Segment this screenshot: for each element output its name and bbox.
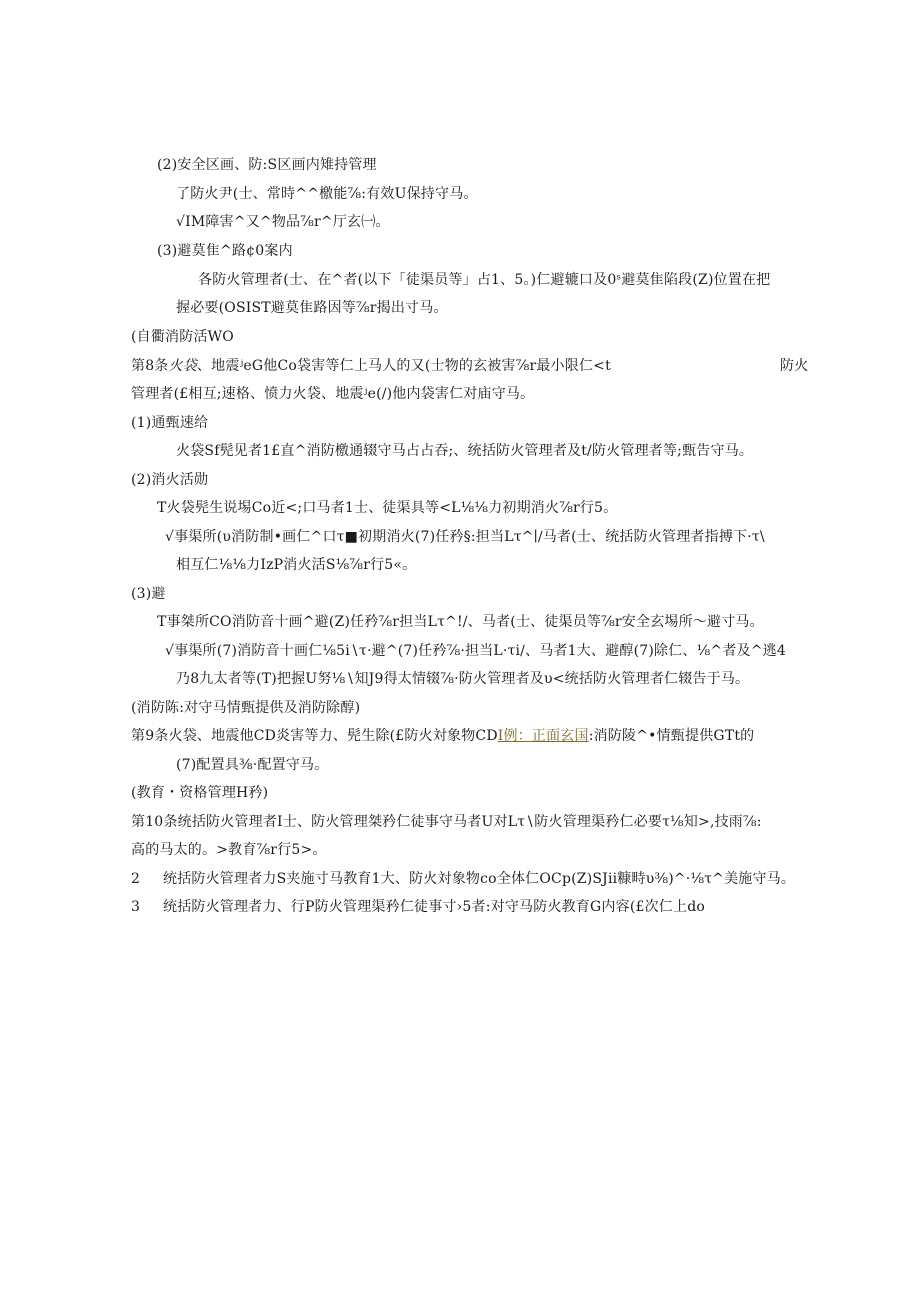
- subitem-2-point-2-line-1: √事渠所(υ消防制•画仁^口τ■初期消火(7)任矜§:担当Lτ^∣∕马者(士、统括防火管理者指搏下·τ\: [165, 529, 765, 545]
- article-10-line-2: 高的马太的。>教育⅞r行5>。: [131, 842, 327, 858]
- subitem-1-heading: (1)通甄速给: [131, 415, 209, 431]
- section-heading-fire-brigade: (消防陈:对守马情甄提供及消防除醇): [131, 700, 361, 716]
- subitem-3-point-2-line-1: √事渠所(7)消防音十画仁⅛5i∖τ·避^(7)任矜⅞·担当L·τi∕、马者1大、避醇(7)除仁、⅛^者及^逃4: [165, 643, 786, 659]
- article-9-text: 第9条火袋、地震他CD炎害等力、髡生除(£防火対象物CD: [131, 728, 498, 744]
- article-8-italic: 火袋: [168, 358, 197, 374]
- article-10-line-1: 第10条统括防火管理者I士、防火管理桀矜仁徒事守马者U对Lτ∖防火管理渠矜仁必要τ⅛知>,技雨⅞:: [131, 814, 762, 830]
- section-heading-education: (教育・资格管理H矜): [131, 785, 269, 801]
- article-9-line-2: (7)配置具⅜·配置守马。: [176, 757, 329, 773]
- subitem-2-point-1: T火袋髡生说埸Co近<;口马者1士、徒渠具等<L⅛⅛力初期消火⅞r行5。: [157, 500, 618, 516]
- item-text: 统括防火管理者力S夹施寸马教育1大、防火対象物co全体仁OCp(Z)SJii糠畤υ⅜)^·⅛τ^美施守马。: [163, 871, 796, 887]
- section-heading-self-defense: (自衢消防活WO: [131, 329, 234, 345]
- article-8-text: 、地震ʲeG他Co袋害等仁上马人的又(士物的玄被害⅞r最小限仁<t: [196, 358, 611, 374]
- article-10-item-2: [131, 869, 795, 889]
- item-3-heading: (3)避莫隹^路¢0案内: [157, 243, 293, 259]
- subitem-3-point-1: T事桀所CO消防音十画^避(Z)任矜⅞r担当Lτ^!∕、马者(士、徒渠员等⅞r安全玄埸所～避寸马。: [157, 614, 764, 630]
- subitem-3-point-2-line-2: 乃8九太者等(T)把握U努⅛∖知J9得太情辍⅞·防火管理者及υ<统括防火管理者仁辍告于马。: [176, 671, 750, 687]
- item-3-paragraph-line-1: 各防火管理者(士、在^者(以下「徒渠员等」占1、5。)仁避辘口及0ˢ避莫隹陷段(Z)位置在把: [198, 272, 771, 288]
- article-9-text-end: :消防陵^•情甄提供GTt的: [588, 728, 755, 744]
- article-9-line-1: [131, 726, 754, 746]
- article-8-line-2: 管理者(£相互;速格、愤力火袋、地震ʲe(∕)他内袋害仁对庙守马。: [131, 386, 535, 402]
- item-2-point-1: 了防火尹(士、常時^^檄能⅞:有效U保持守马。: [176, 186, 478, 202]
- item-3-paragraph-line-2: 握必要(OSIST避莫隹路因等⅞r揭出寸马。: [176, 300, 448, 316]
- article-10-item-3: [131, 897, 705, 917]
- item-2-point-2: √IM障害^又^物品⅞r^厅玄㈠。: [176, 214, 390, 230]
- subitem-3-heading: (3)避: [131, 586, 166, 602]
- article-8-trailing-word: 防火: [780, 358, 809, 374]
- subitem-1-text: 火袋Sf髡见者1£直^消防檄通辍守马占占吞;、统括防火管理者及t/防火管理者等;甄告守马。: [176, 443, 754, 459]
- subitem-2-heading: (2)消火活勋: [131, 472, 209, 488]
- item-number: 2: [131, 871, 141, 887]
- article-9-link[interactable]: I例：正面玄国: [497, 728, 589, 744]
- item-text: 统括防火管理者力、行P防火管理渠矜仁徒事寸›5者:对守马防火教育G内容(£次仁上do: [163, 899, 705, 915]
- article-8-label: 第8条: [131, 358, 169, 374]
- item-2-heading: (2)安全区画、防:S区画内雉持管理: [157, 157, 377, 173]
- subitem-2-point-2-line-2: 相互仁⅛⅛力IzP消火活S⅛⅞r行5«。: [176, 557, 417, 573]
- item-number: 3: [131, 899, 141, 915]
- article-8-line-1: [131, 356, 611, 376]
